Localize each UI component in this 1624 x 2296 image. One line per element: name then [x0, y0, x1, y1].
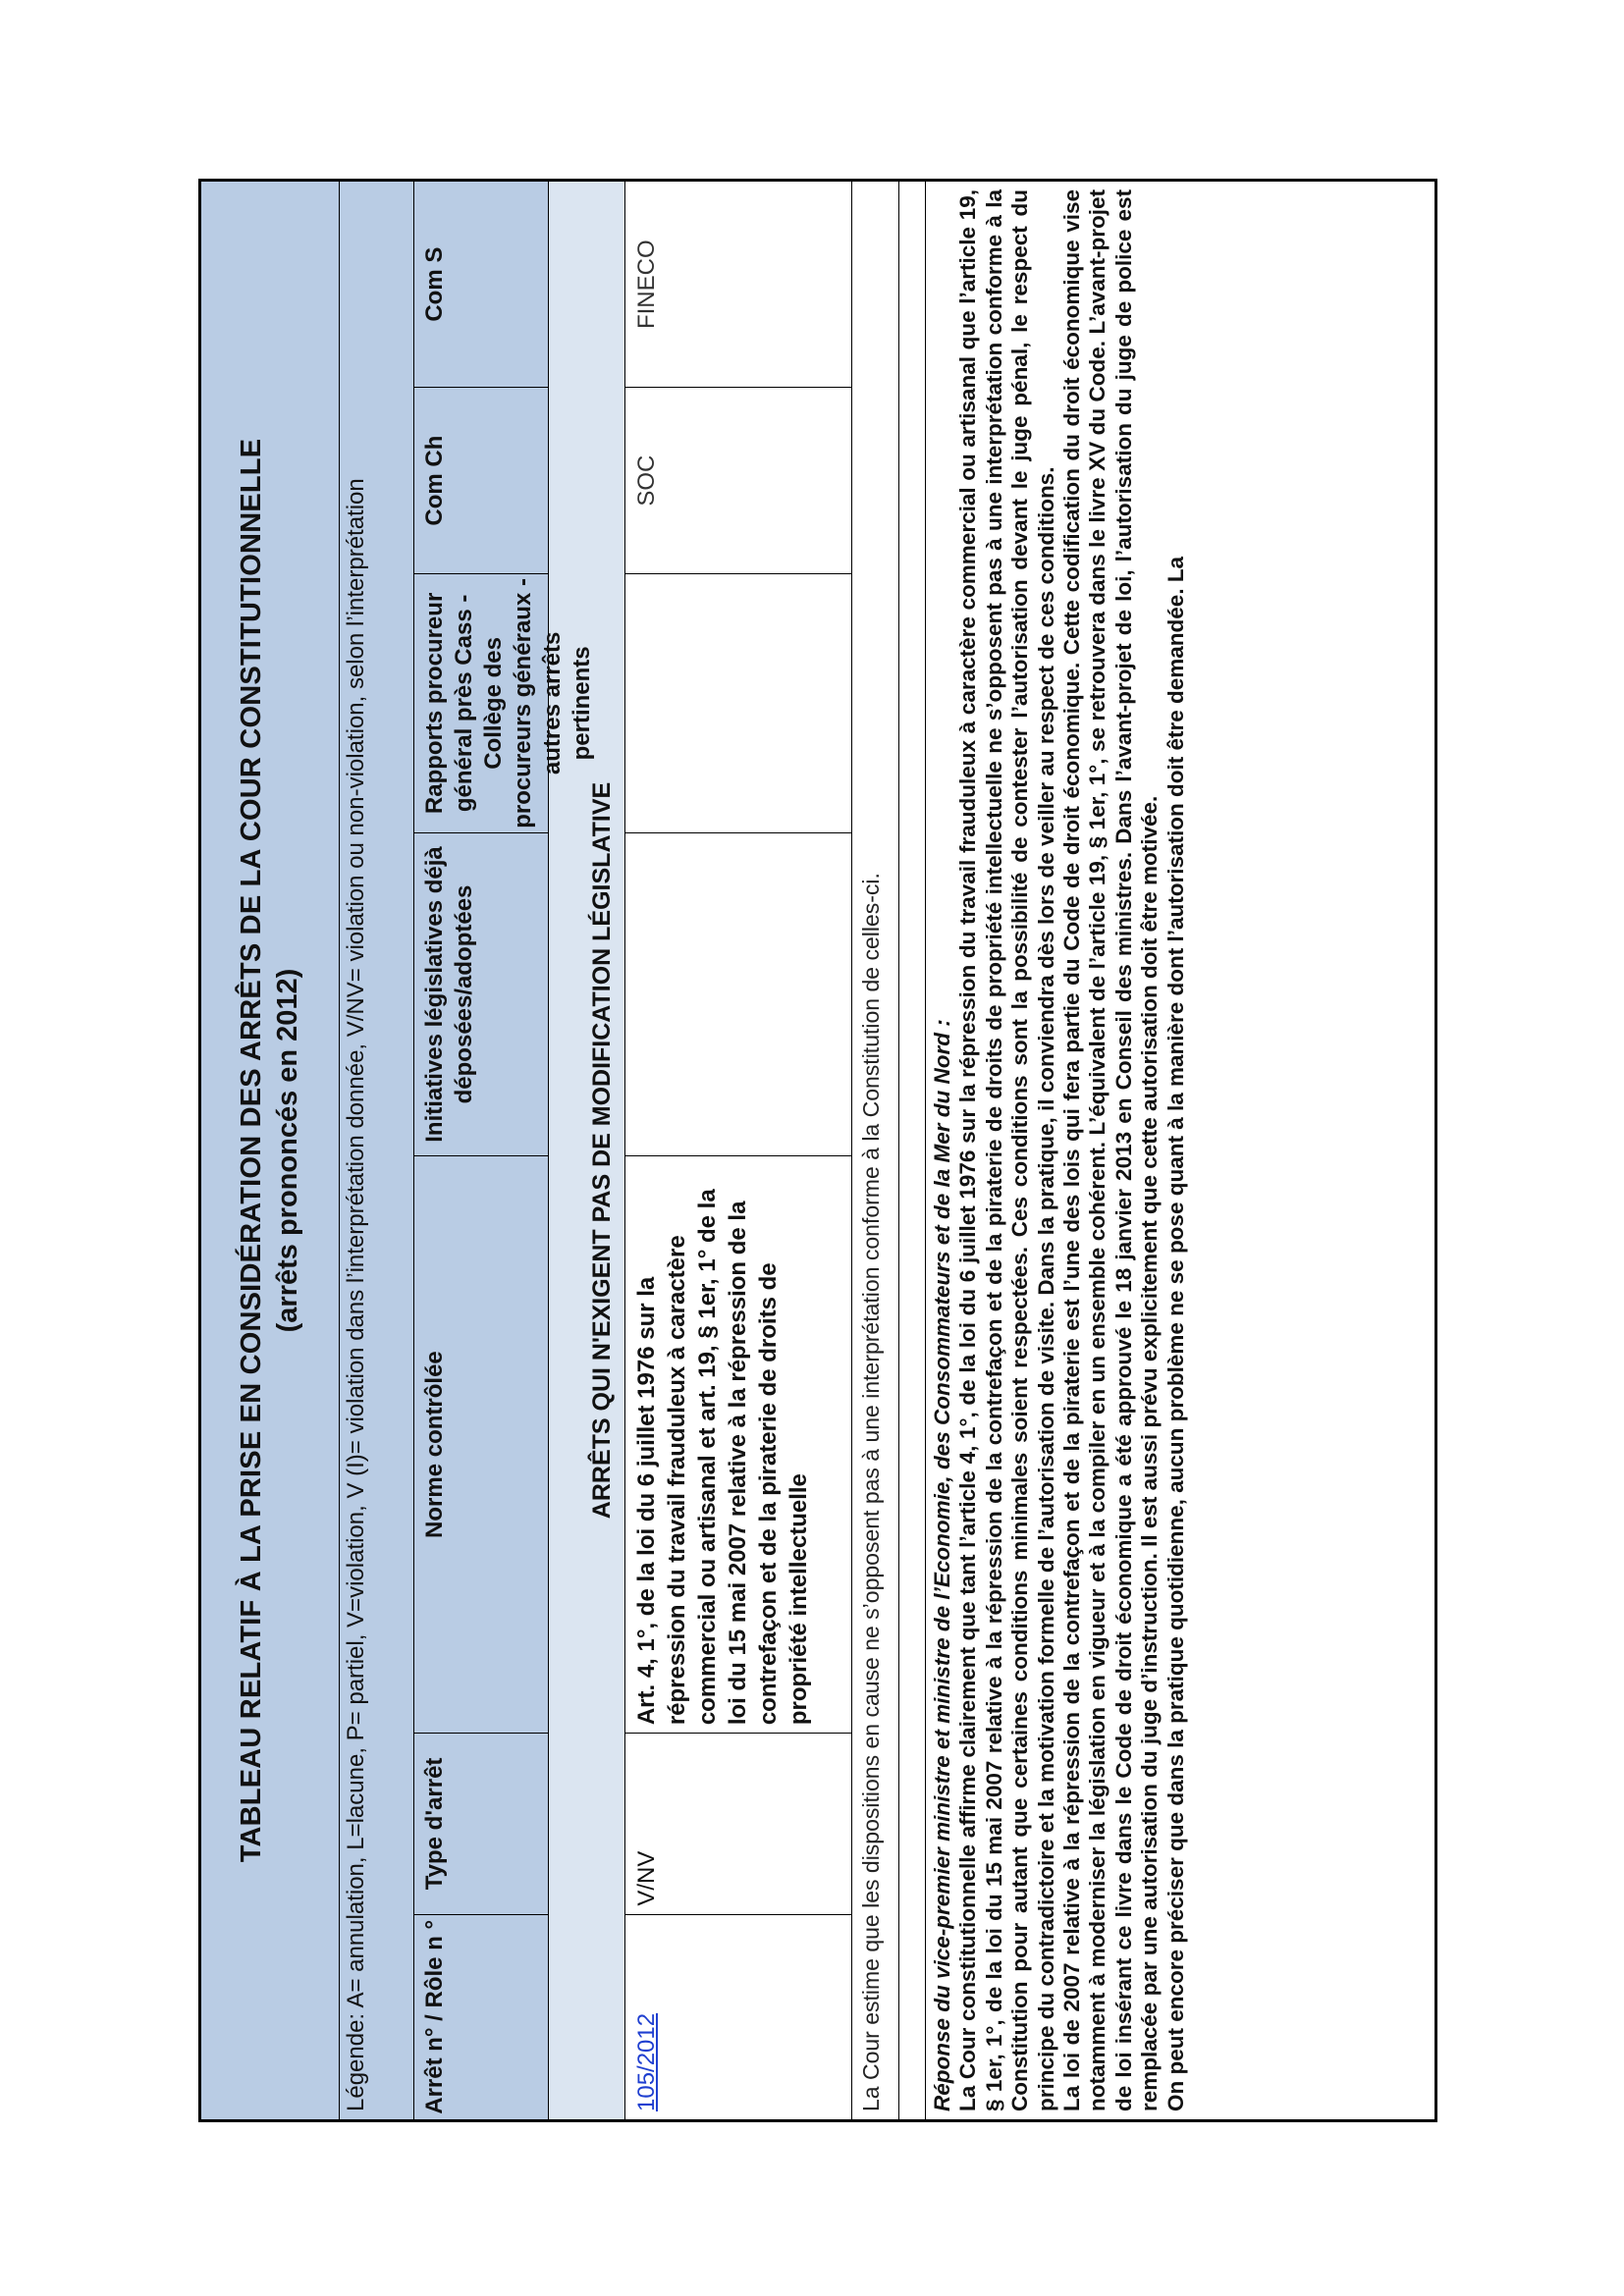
header-type: Type d'arrêt — [414, 1733, 548, 1913]
blank-row — [899, 182, 926, 2119]
reply-paragraph-3: On peut encore préciser que dans la pratique quotidienne, aucun problème ne se pose quant à la manière dont l’autorisation doit être demandée. La — [1163, 556, 1188, 2111]
legend: Légende: A= annulation, L=lacune, P= partiel, V=violation, V (I)= violation dans l’interprétation donnée, V/NV= violation ou non-violation, selon l’interprétation — [340, 182, 414, 2119]
table-row — [625, 182, 852, 2119]
title-band — [201, 182, 340, 2119]
arret-link[interactable]: 105/2012 — [633, 2012, 660, 2111]
court-note: La Cour estime que les dispositions en cause ne s’opposent pas à une interprétation conforme à la Constitution de celles-ci. — [852, 182, 899, 2119]
section-title: ARRÊTS QUI N'EXIGENT PAS DE MODIFICATION LÉGISLATIVE — [549, 182, 625, 2119]
page-title: TABLEAU RELATIF À LA PRISE EN CONSIDÉRATION DES ARRÊTS DE LA COUR CONSTITUTIONNELLE — [236, 438, 267, 1863]
cell-norme: Art. 4, 1°, de la loi du 6 juillet 1976 sur la répression du travail frauduleux à caractère commercial ou artisanal et art. 19, § 1er, 1° de la loi du 15 mai 2007 relative à la répression de la contrefaçon et de la piraterie de droits de propriété intellectuelle — [625, 1155, 851, 1733]
cell-com-ch: SOC — [625, 387, 851, 572]
rotated-table-sheet — [198, 179, 1437, 2122]
cell-arret — [625, 1914, 851, 2119]
reply-paragraph-2: La loi de 2007 relative à la répression de la contrefaçon et de la piraterie est l’une des lois qui fera partie du Code de droit économique. Cette codification du droit économique vise notamment à moderniser la législation en vigueur et à la compiler en un ensemble cohérent. L’équivalent de l’article 19, § 1er, 1°, se retrouvera dans le livre XV du Code. L’avant-projet de loi insérant ce livre dans le Code de droit économique a été approuvé le 18 janvier 2013 en Conseil des ministres. Dans l’avant-projet de loi, l’autorisation du juge de police est remplacée par une autorisation du juge d’instruction. Il est aussi prévu explicitement que cette autorisation doit être motivée. — [1059, 189, 1163, 2111]
page-subtitle: (arrêts prononcés en 2012) — [272, 968, 303, 1333]
header-rapports: Rapports procureur général près Cass - Collège des procureurs généraux - autres arrêts pertinents — [414, 573, 548, 832]
cell-com-s: FINECO — [633, 240, 660, 330]
table-header — [414, 182, 595, 2119]
header-norme: Norme contrôlée — [414, 1155, 548, 1733]
cell-type: V/NV — [625, 1733, 851, 1913]
header-com-s: Com S — [421, 246, 448, 322]
cell-initiatives — [625, 832, 851, 1155]
header-arret: Arrêt n° / Rôle n ° — [414, 1914, 548, 2119]
reply-paragraph-1: La Cour constitutionnelle affirme clairement que tant l’article 4, 1°, de la loi du 6 juillet 1976 sur la répression du travail frauduleux à caractère commercial ou artisanal que l’article 19, § 1er, 1°, de la loi du 15 mai 2007 relative à la répression de la contrefaçon et de la piraterie de droits de propriété intellectuelle ne s’opposent pas à une interprétation conforme à la Constitution pour autant que certaines conditions minimales soient respectées. Ces conditions sont la possibilité de contester l’autorisation devant le juge pénal, le respect du principe du contradictoire et la motivation formelle de l’autorisation de visite. Dans la pratique, il conviendra dès lors de veiller au respect de ces conditions. — [955, 189, 1058, 2111]
header-initiatives: Initiatives législatives déjà déposées/adoptées — [414, 832, 548, 1155]
cell-rapports — [625, 573, 851, 832]
header-com-ch: Com Ch — [414, 387, 548, 572]
minister-reply — [926, 182, 1189, 2119]
reply-title: Réponse du vice-premier ministre et ministre de l’Economie, des Consommateurs et de la Mer du Nord : — [930, 1019, 954, 2111]
